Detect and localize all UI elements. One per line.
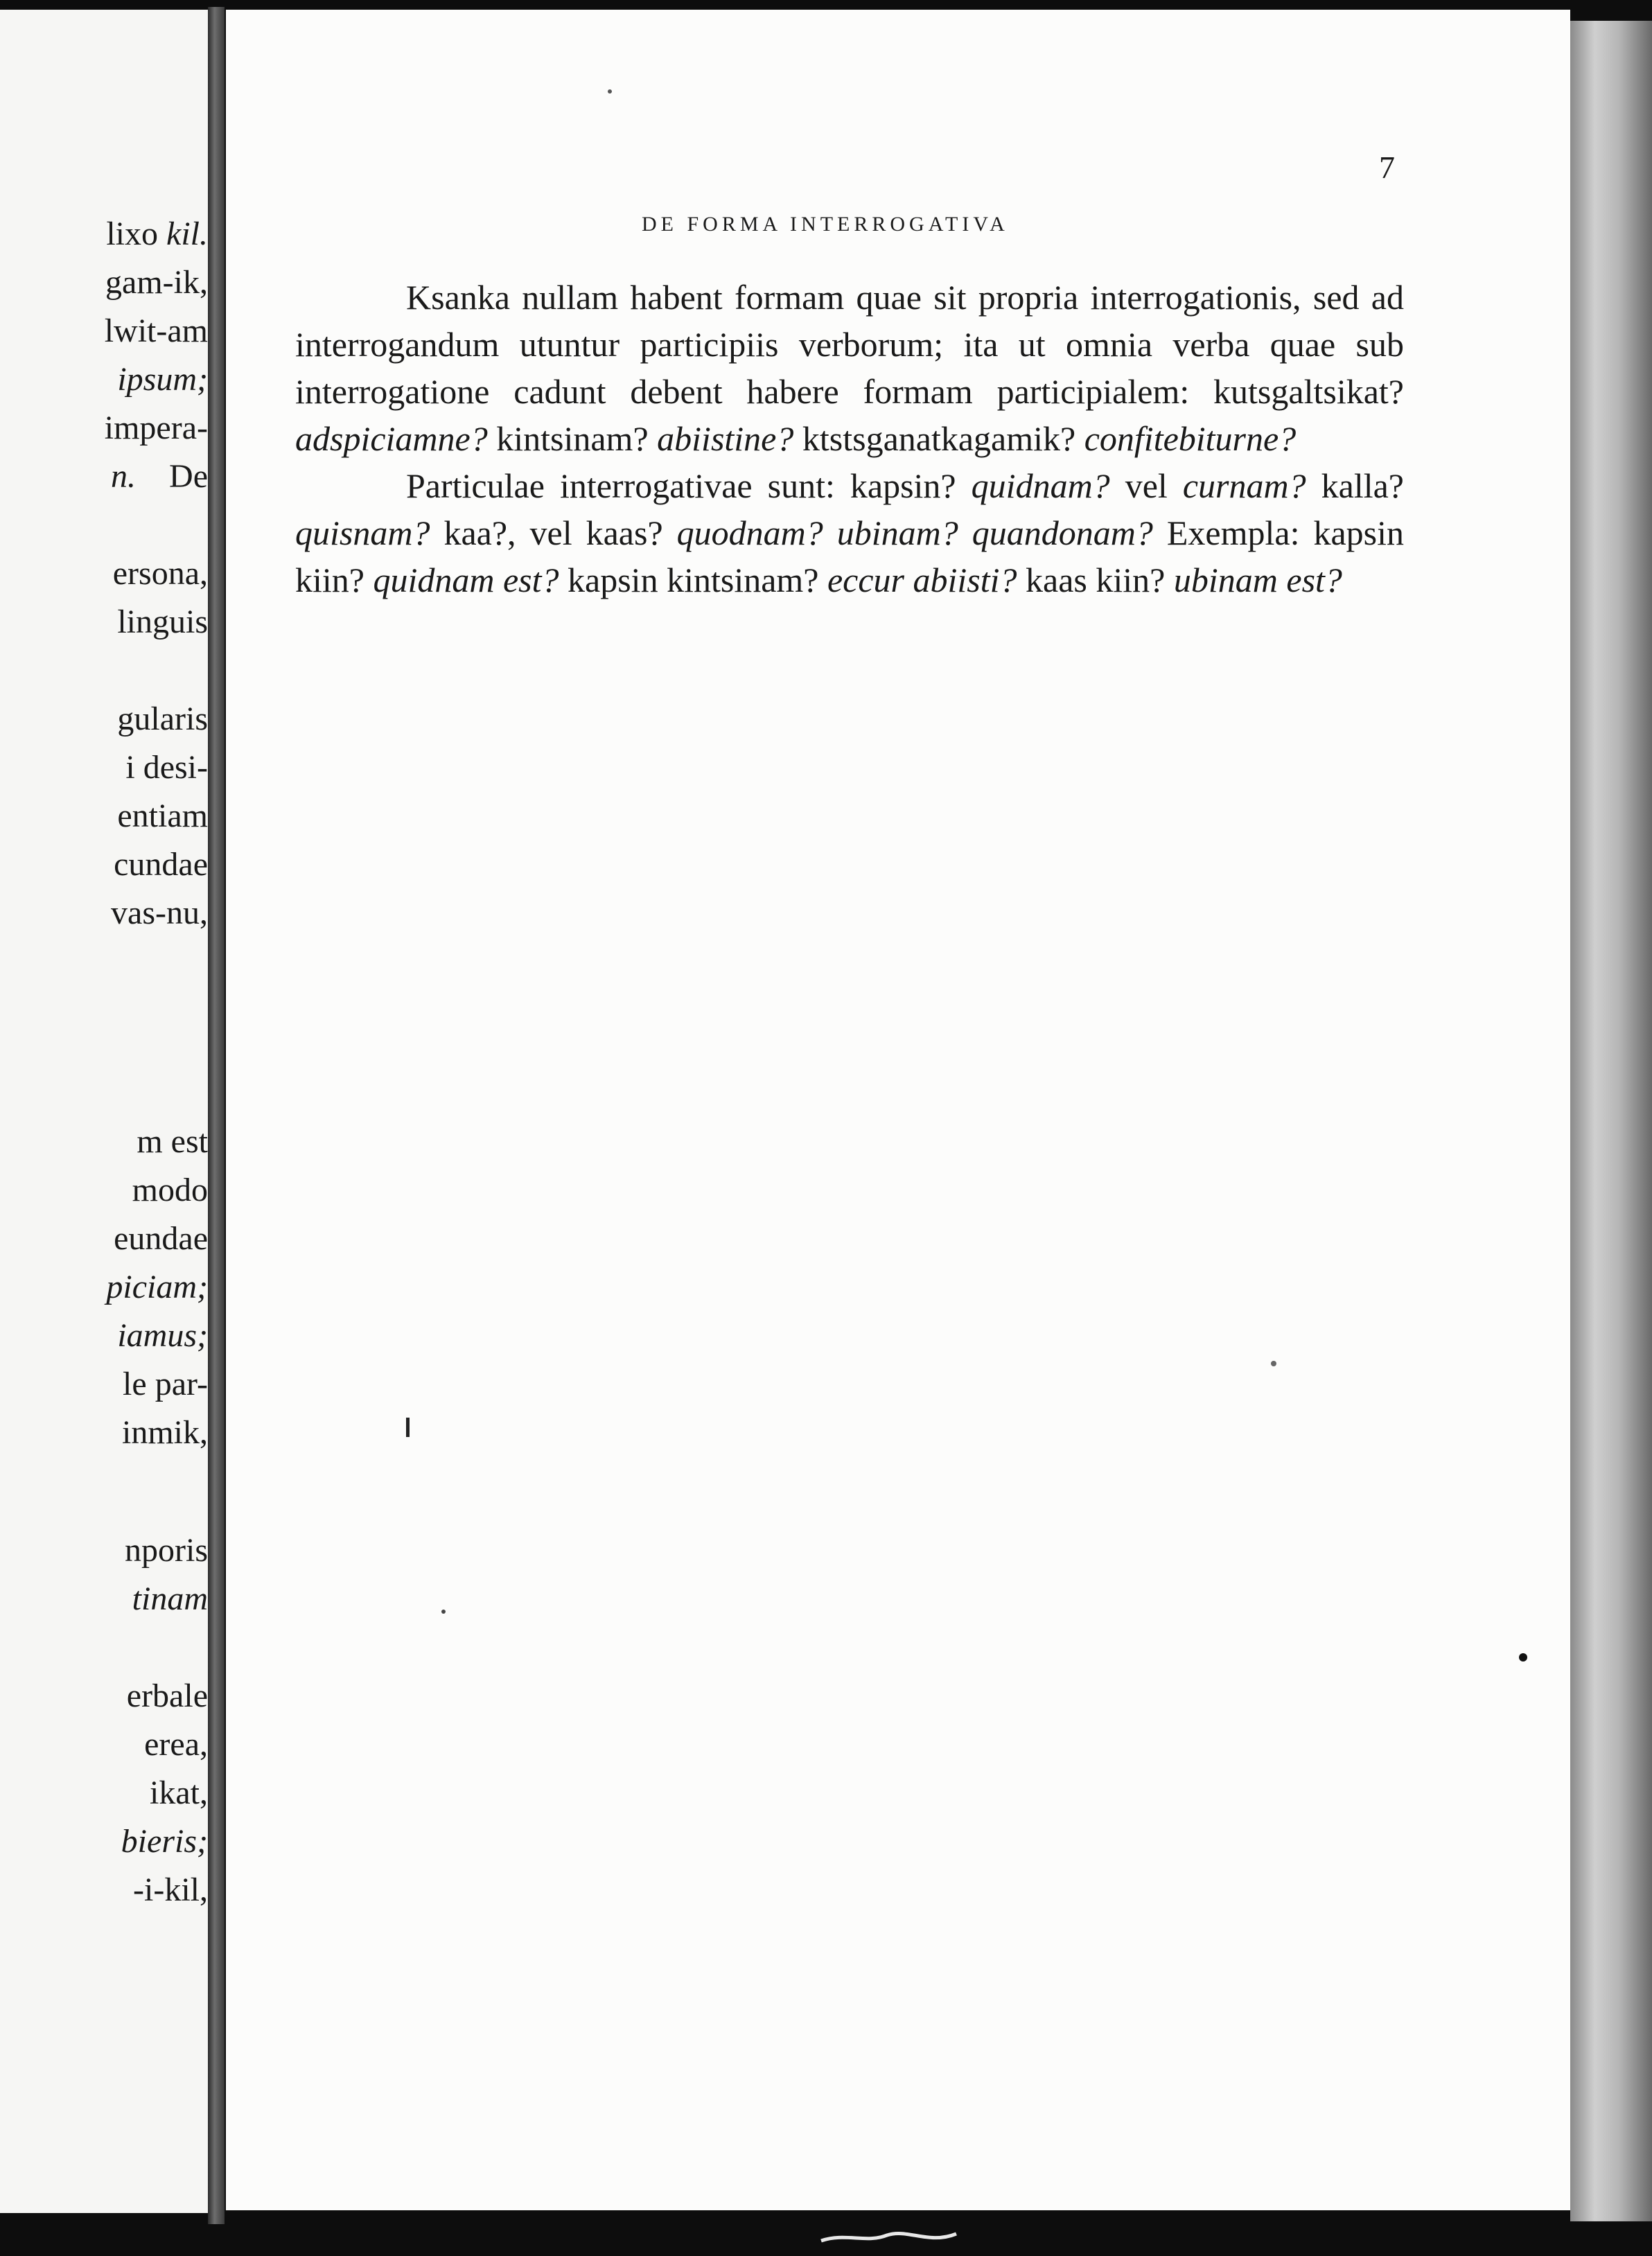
previous-page-word: De [169,458,208,495]
previous-page-line: linguis [117,603,208,640]
page-edge-shadow [1570,21,1652,2221]
text-run: kaas kiin? [1017,561,1174,599]
previous-page-line: inmik, [121,1414,208,1451]
previous-page-line: impera- [104,409,208,446]
previous-page-line [0,457,208,496]
previous-page-italic: kil. [166,215,208,252]
text-run: vel [1109,466,1183,505]
previous-page-line: bieris; [121,1823,208,1860]
previous-page-line: modo [132,1172,208,1208]
paragraph [295,274,1404,462]
previous-page-line: entiam [117,797,208,834]
latin-gloss: quodnam? ubinam? quandonam? [676,513,1153,552]
text-run: Particulae interrogativae sunt: kapsin? [406,466,972,505]
text-run: Exempla: kapsin kiin? [295,513,1405,599]
bottom-scan-mark [818,2226,963,2246]
book-gutter [208,7,225,2224]
previous-page-italic: n. [111,458,137,495]
text-run: kaa?, vel kaas? [430,513,677,552]
page-number: 7 [1379,150,1395,185]
text-run: kapsin kintsinam? [559,561,827,599]
latin-gloss: abiistine? [657,419,794,458]
previous-page-line: le par- [123,1366,208,1402]
previous-page-line: ipsum; [117,361,208,398]
latin-gloss: curnam? [1182,466,1306,505]
previous-page-line: erea, [144,1726,208,1763]
previous-page-line: m est [137,1123,208,1160]
previous-page-line: ersona, [112,555,208,592]
previous-page-line: nporis [125,1532,208,1569]
latin-gloss: confitebiturne? [1084,419,1297,458]
previous-page-line: gam-ik, [105,264,208,301]
previous-page-line: piciam; [106,1269,208,1305]
body-text [295,274,1404,603]
previous-page-line: i desi- [125,749,208,786]
previous-page-line [0,215,208,254]
previous-page-line: eundae [114,1220,208,1257]
latin-gloss: quisnam? [295,513,430,552]
previous-page-line: vas-nu, [111,895,208,931]
previous-page-line: cundae [114,846,208,883]
previous-page-line: gularis [117,700,208,737]
previous-page-line: tinam [132,1580,208,1617]
previous-page-text [0,10,208,2213]
running-head: DE FORMA INTERROGATIVA [642,213,1009,236]
latin-gloss: adspiciamne? [295,419,488,458]
text-run: kalla? [1306,466,1404,505]
previous-page-line: ikat, [150,1774,208,1811]
paragraph [295,462,1404,603]
previous-page-line: iamus; [117,1317,208,1354]
previous-page-line: erbale [126,1677,208,1714]
latin-gloss: quidnam est? [373,561,559,599]
previous-page-line: lwit-am [104,312,208,349]
text-run: Ksanka nullam habent formam quae sit propria interrogationis, sed ad interrogandum utuntur participiis verborum; ita ut omnia verba quae sub interrogatione cadunt debent habere formam participialem: kutsgaltsikat? [295,278,1404,411]
latin-gloss: ubinam est? [1173,561,1342,599]
text-run: ktstsganatkagamik? [793,419,1084,458]
previous-page-word: lixo [106,215,167,252]
text-run: kintsinam? [487,419,658,458]
previous-page-strip [0,10,208,2213]
latin-gloss: eccur abiisti? [827,561,1017,599]
latin-gloss: quidnam? [971,466,1110,505]
previous-page-line: -i-kil, [133,1871,208,1908]
